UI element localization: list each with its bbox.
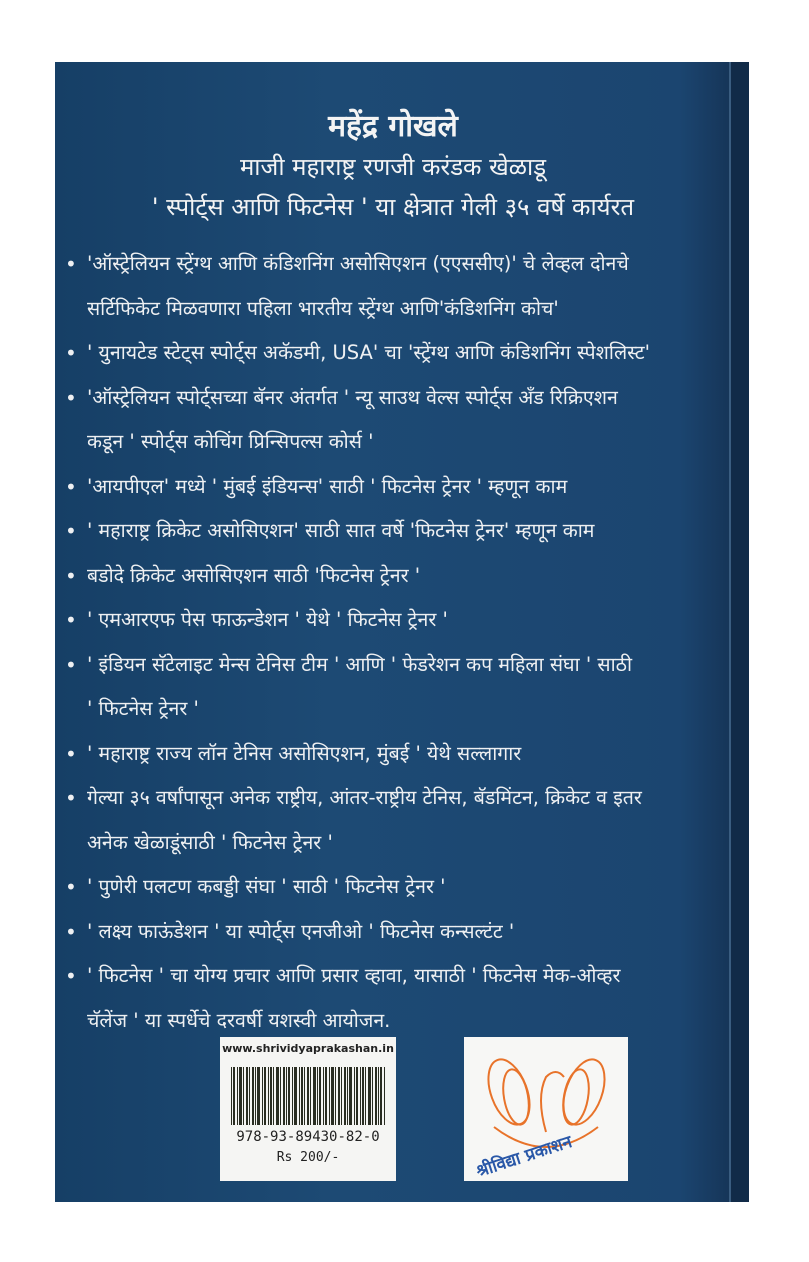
barcode-bar [262, 1067, 263, 1125]
publisher-name: श्रीविद्या प्रकाशन [473, 1132, 575, 1182]
barcode-bar [344, 1067, 346, 1125]
list-item-text: ' लक्ष्य फाऊंडेशन ' या स्पोर्ट्स एनजीओ ' फिटनेस कन्सल्टंट ' [87, 919, 515, 943]
bullet-icon: • [65, 608, 77, 632]
list-item-text: कडून ' स्पोर्ट्स कोचिंग प्रिन्सिपल्स कोर्स ' [87, 430, 374, 453]
barcode-bar [307, 1067, 309, 1125]
barcode-bar [323, 1067, 324, 1125]
barcode-bar [360, 1067, 361, 1125]
barcode-bar [335, 1067, 336, 1125]
list-item [65, 732, 735, 777]
publisher-logo [464, 1037, 628, 1181]
list-item [65, 776, 735, 865]
barcode-bar [292, 1067, 293, 1125]
barcode-bar [280, 1067, 281, 1125]
list-item-text: ' फिटनेस ' चा योग्य प्रचार आणि प्रसार व्हावा, यासाठी ' फिटनेस मेक-ओव्हर [87, 964, 621, 987]
bullet-icon: • [65, 385, 77, 410]
bullet-icon: • [65, 563, 77, 588]
barcode-bar [255, 1067, 256, 1125]
barcode-bar [341, 1067, 342, 1125]
barcode-bar [349, 1067, 352, 1125]
list-item-text: ' महाराष्ट्र राज्य लॉन टेनिस असोसिएशन, मुंबई ' येथे सल्लागार [87, 741, 522, 765]
barcode-bar [264, 1067, 266, 1125]
barcode-bar [356, 1067, 358, 1125]
bullet-icon: • [65, 519, 77, 543]
list-item [65, 643, 735, 732]
list-item-text: ' महाराष्ट्र क्रिकेट असोसिएशन' साठी सात वर्षे 'फिटनेस ट्रेनर' म्हणून काम [87, 519, 595, 542]
barcode-bar [231, 1067, 232, 1125]
barcode-bar [380, 1067, 382, 1125]
barcode-bar [317, 1067, 318, 1125]
barcode-bar [368, 1067, 371, 1125]
isbn-number: 978-93-89430-82-0 [236, 1129, 380, 1145]
list-item [65, 465, 735, 510]
barcode-bar [384, 1067, 385, 1125]
bullet-icon: • [65, 964, 77, 988]
list-item-text: ' पुणेरी पलटण कबड्डी संघा ' साठी ' फिटनेस ट्रेनर ' [87, 875, 446, 898]
list-item-text: ' फिटनेस ट्रेनर ' [87, 697, 199, 720]
bullet-icon: • [65, 786, 77, 810]
bullet-icon: • [65, 474, 77, 499]
bullet-icon: • [65, 252, 77, 276]
barcode-bar [372, 1067, 373, 1125]
barcode-bar [301, 1067, 303, 1125]
back-cover [55, 62, 749, 1202]
list-item-text: 'ऑस्ट्रेलियन स्पोर्ट्सच्या बॅनर अंतर्गत ' न्यू साउथ वेल्स स्पोर्ट्स अँड रिक्रिएशन [87, 385, 618, 409]
barcode-bar [378, 1067, 379, 1125]
barcode-bar [239, 1067, 242, 1125]
list-item-text: अनेक खेळाडूंसाठी ' फिटनेस ट्रेनर ' [87, 830, 333, 854]
barcode-bar [365, 1067, 366, 1125]
barcode-bar [304, 1067, 305, 1125]
list-item-text: ' इंडियन सॅटेलाइट मेन्स टेनिस टीम ' आणि ' फेडरेशन कप महिला संघा ' साठी [87, 652, 633, 676]
list-item [65, 509, 735, 554]
bullet-icon: • [65, 919, 77, 944]
author-name: महेंद्र गोखले [328, 109, 458, 144]
list-item [65, 242, 735, 331]
barcode-bar [331, 1067, 334, 1125]
barcode-bar [246, 1067, 248, 1125]
list-item-text: बडोदे क्रिकेट असोसिएशन साठी 'फिटनेस ट्रेनर ' [87, 563, 421, 587]
barcode-bar [237, 1067, 238, 1125]
list-item [65, 910, 735, 955]
barcode-bar [233, 1067, 235, 1125]
barcode-label [220, 1037, 396, 1181]
price: Rs 200/- [276, 1150, 340, 1165]
barcode [231, 1067, 386, 1125]
list-item-text: 'ऑस्ट्रेलियन स्ट्रेंग्थ आणि कंडिशनिंग असोसिएशन (एएससीए)' चे लेव्हल दोनचे [87, 252, 629, 275]
barcode-bar [243, 1067, 244, 1125]
list-item-text: सर्टिफिकेट मिळवणारा पहिला भारतीय स्ट्रेंग्थ आणि'कंडिशनिंग कोच' [87, 296, 559, 320]
barcode-bar [338, 1067, 340, 1125]
bullet-icon: • [65, 652, 77, 677]
barcode-bar [362, 1067, 364, 1125]
barcode-bar [276, 1067, 279, 1125]
list-item [65, 331, 735, 376]
bullet-icon: • [65, 875, 77, 899]
list-item-text: चॅलेंज ' या स्पर्धेचे दरवर्षी यशस्वी आयोजन. [87, 1008, 391, 1032]
barcode-bar [325, 1067, 327, 1125]
barcode-bar [294, 1067, 297, 1125]
author-experience: ' स्पोर्ट्स आणि फिटनेस ' या क्षेत्रात गेली ३५ वर्षे कार्यरत [151, 193, 635, 221]
list-item-text: ' एमआरएफ पेस फाऊन्डेशन ' येथे ' फिटनेस ट्रेनर ' [87, 608, 448, 631]
author-subtitle: माजी महाराष्ट्र रणजी करंडक खेळाडू [239, 153, 547, 181]
bullet-icon: • [65, 741, 77, 766]
barcode-bar [310, 1067, 311, 1125]
barcode-bar [270, 1067, 272, 1125]
barcode-bar [273, 1067, 274, 1125]
barcode-bar [249, 1067, 250, 1125]
bullet-icon: • [65, 341, 77, 365]
list-item [65, 376, 735, 465]
list-item [65, 598, 735, 643]
barcode-bar [347, 1067, 348, 1125]
barcode-bar [313, 1067, 316, 1125]
list-item-text: गेल्या ३५ वर्षांपासून अनेक राष्ट्रीय, आंतर-राष्ट्रीय टेनिस, बॅडमिंटन, क्रिकेट व इतर [87, 786, 642, 809]
achievements-list [65, 242, 735, 1043]
list-item-text: ' युनायटेड स्टेट्स स्पोर्ट्स अकॅडमी, USA' चा 'स्ट्रेंग्थ आणि कंडिशनिंग स्पेशलिस्ट' [87, 341, 650, 364]
barcode-bar [283, 1067, 285, 1125]
barcode-bar [252, 1067, 254, 1125]
barcode-bar [375, 1067, 377, 1125]
barcode-bar [329, 1067, 330, 1125]
barcode-bar [354, 1067, 355, 1125]
barcode-bar [319, 1067, 321, 1125]
list-item-text: 'आयपीएल' मध्ये ' मुंबई इंडियन्स' साठी ' फिटनेस ट्रेनर ' म्हणून काम [87, 474, 568, 498]
barcode-bar [299, 1067, 300, 1125]
barcode-bar [268, 1067, 269, 1125]
barcode-bar [288, 1067, 290, 1125]
list-item [65, 554, 735, 599]
list-item [65, 954, 735, 1043]
list-item [65, 865, 735, 910]
barcode-bar [257, 1067, 260, 1125]
barcode-bar [286, 1067, 287, 1125]
website-url: www.shrividyaprakashan.in [222, 1042, 394, 1055]
